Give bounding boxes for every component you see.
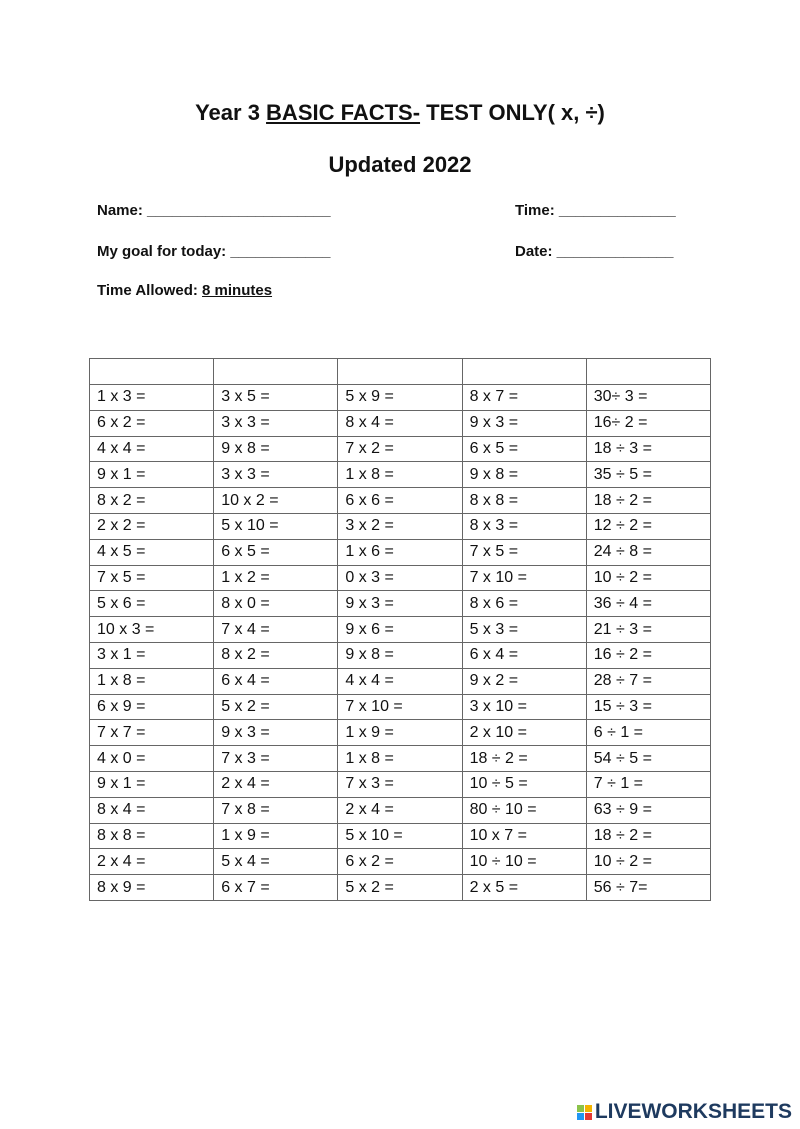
time-field[interactable]: Time: ______________ [515, 202, 676, 219]
fact-cell[interactable]: 3 x 3 = [214, 410, 338, 436]
fact-cell[interactable]: 7 x 8 = [214, 797, 338, 823]
fact-cell[interactable]: 28 ÷ 7 = [586, 668, 710, 694]
fact-cell[interactable]: 8 x 3 = [462, 513, 586, 539]
fact-cell[interactable]: 5 x 9 = [338, 385, 462, 411]
worksheet-title [0, 100, 800, 126]
title-underlined: BASIC FACTS- [266, 100, 421, 125]
table-row [90, 436, 711, 462]
table-row [90, 797, 711, 823]
fact-cell[interactable]: 12 ÷ 2 = [586, 513, 710, 539]
fact-cell[interactable]: 2 x 5 = [462, 875, 586, 901]
name-field[interactable]: Name: ______________________ [97, 202, 331, 219]
table-row [90, 849, 711, 875]
table-row [90, 410, 711, 436]
fact-cell[interactable]: 8 x 4 = [90, 797, 214, 823]
fact-cell[interactable]: 3 x 1 = [90, 642, 214, 668]
fact-cell[interactable]: 9 x 2 = [462, 668, 586, 694]
fact-cell[interactable]: 8 x 8 = [90, 823, 214, 849]
table-row [90, 642, 711, 668]
fact-cell[interactable]: 7 x 5 = [462, 539, 586, 565]
fact-cell[interactable]: 3 x 2 = [338, 513, 462, 539]
fact-cell[interactable]: 6 x 2 = [338, 849, 462, 875]
fact-cell[interactable]: 10 ÷ 10 = [462, 849, 586, 875]
fact-cell[interactable]: 5 x 10 = [214, 513, 338, 539]
fact-cell[interactable]: 3 x 3 = [214, 462, 338, 488]
table-row [90, 746, 711, 772]
fact-cell[interactable]: 7 ÷ 1 = [586, 771, 710, 797]
fact-cell[interactable]: 2 x 4 = [90, 849, 214, 875]
fact-cell[interactable]: 7 x 7 = [90, 720, 214, 746]
fact-cell[interactable]: 10 ÷ 2 = [586, 565, 710, 591]
fact-cell[interactable]: 2 x 4 = [214, 771, 338, 797]
table-row [90, 539, 711, 565]
header-row [90, 359, 711, 385]
fact-cell[interactable]: 35 ÷ 5 = [586, 462, 710, 488]
fact-cell[interactable]: 10 x 2 = [214, 488, 338, 514]
table-row [90, 565, 711, 591]
table-row [90, 617, 711, 643]
fact-cell[interactable]: 21 ÷ 3 = [586, 617, 710, 643]
header-cell [214, 359, 338, 385]
fact-cell[interactable]: 3 x 10 = [462, 694, 586, 720]
fact-cell[interactable]: 1 x 9 = [214, 823, 338, 849]
fact-cell[interactable]: 5 x 2 = [338, 875, 462, 901]
fact-cell[interactable]: 7 x 5 = [90, 565, 214, 591]
fact-cell[interactable]: 6 x 4 = [214, 668, 338, 694]
fact-cell[interactable]: 6 x 6 = [338, 488, 462, 514]
fact-cell[interactable]: 9 x 8 = [338, 642, 462, 668]
table-row [90, 591, 711, 617]
fact-cell[interactable]: 4 x 0 = [90, 746, 214, 772]
header-cell [462, 359, 586, 385]
fact-cell[interactable]: 8 x 0 = [214, 591, 338, 617]
fact-cell[interactable]: 2 x 10 = [462, 720, 586, 746]
fact-cell[interactable]: 9 x 1 = [90, 771, 214, 797]
fact-cell[interactable]: 6 x 5 = [462, 436, 586, 462]
fact-cell[interactable]: 8 x 7 = [462, 385, 586, 411]
fact-cell[interactable]: 4 x 4 = [338, 668, 462, 694]
table-row [90, 771, 711, 797]
table-row [90, 385, 711, 411]
fact-cell[interactable]: 10 ÷ 5 = [462, 771, 586, 797]
fact-cell[interactable]: 5 x 3 = [462, 617, 586, 643]
fact-cell[interactable]: 24 ÷ 8 = [586, 539, 710, 565]
fact-cell[interactable]: 5 x 6 = [90, 591, 214, 617]
fact-cell[interactable]: 8 x 8 = [462, 488, 586, 514]
fact-cell[interactable]: 18 ÷ 2 = [462, 746, 586, 772]
table-row [90, 668, 711, 694]
fact-cell[interactable]: 30÷ 3 = [586, 385, 710, 411]
fact-cell[interactable]: 54 ÷ 5 = [586, 746, 710, 772]
fact-cell[interactable]: 7 x 10 = [338, 694, 462, 720]
fact-cell[interactable]: 5 x 10 = [338, 823, 462, 849]
fact-cell[interactable]: 8 x 9 = [90, 875, 214, 901]
table-row [90, 823, 711, 849]
fact-cell[interactable]: 10 ÷ 2 = [586, 849, 710, 875]
fact-cell[interactable]: 8 x 4 = [338, 410, 462, 436]
fact-cell[interactable]: 36 ÷ 4 = [586, 591, 710, 617]
fact-cell[interactable]: 1 x 8 = [338, 746, 462, 772]
time-allowed-value: 8 minutes [202, 282, 273, 299]
fact-cell[interactable]: 1 x 8 = [90, 668, 214, 694]
table-row [90, 720, 711, 746]
header-cell [338, 359, 462, 385]
time-allowed [97, 282, 272, 299]
fact-cell[interactable]: 5 x 2 = [214, 694, 338, 720]
fact-cell[interactable]: 6 x 9 = [90, 694, 214, 720]
fact-cell[interactable]: 8 x 2 = [90, 488, 214, 514]
fact-cell[interactable]: 16÷ 2 = [586, 410, 710, 436]
fact-cell[interactable]: 7 x 2 = [338, 436, 462, 462]
fact-cell[interactable]: 80 ÷ 10 = [462, 797, 586, 823]
fact-cell[interactable]: 6 x 7 = [214, 875, 338, 901]
fact-cell[interactable]: 7 x 3 = [214, 746, 338, 772]
fact-cell[interactable]: 7 x 10 = [462, 565, 586, 591]
fact-cell[interactable]: 16 ÷ 2 = [586, 642, 710, 668]
fact-cell[interactable]: 9 x 3 = [214, 720, 338, 746]
fact-cell[interactable]: 1 x 3 = [90, 385, 214, 411]
fact-cell[interactable]: 9 x 8 = [214, 436, 338, 462]
fact-cell[interactable]: 6 x 5 = [214, 539, 338, 565]
liveworksheets-logo [577, 1100, 792, 1124]
fact-cell[interactable]: 6 x 2 = [90, 410, 214, 436]
fact-cell[interactable]: 6 ÷ 1 = [586, 720, 710, 746]
fact-cell[interactable]: 18 ÷ 3 = [586, 436, 710, 462]
fact-cell[interactable]: 2 x 4 = [338, 797, 462, 823]
table-row [90, 488, 711, 514]
fact-cell[interactable]: 0 x 3 = [338, 565, 462, 591]
header-cell [90, 359, 214, 385]
fact-cell[interactable]: 1 x 6 = [338, 539, 462, 565]
title-prefix: Year 3 [195, 100, 267, 125]
logo-text: LIVEWORKSHEETS [594, 1100, 792, 1123]
fact-cell[interactable]: 9 x 3 = [338, 591, 462, 617]
header-cell [586, 359, 710, 385]
fact-cell[interactable]: 9 x 1 = [90, 462, 214, 488]
fact-cell[interactable]: 1 x 8 = [338, 462, 462, 488]
fact-cell[interactable]: 18 ÷ 2 = [586, 488, 710, 514]
fact-cell[interactable]: 3 x 5 = [214, 385, 338, 411]
fact-cell[interactable]: 4 x 5 = [90, 539, 214, 565]
goal-field[interactable]: My goal for today: ____________ [97, 243, 331, 260]
title-suffix: TEST ONLY( x, ÷) [420, 100, 605, 125]
fact-cell[interactable]: 8 x 2 = [214, 642, 338, 668]
time-allowed-label: Time Allowed: [97, 282, 203, 299]
fact-cell[interactable]: 56 ÷ 7= [586, 875, 710, 901]
table-row [90, 694, 711, 720]
table-row [90, 875, 711, 901]
fact-cell[interactable]: 2 x 2 = [90, 513, 214, 539]
fact-cell[interactable]: 5 x 4 = [214, 849, 338, 875]
fact-cell[interactable]: 8 x 6 = [462, 591, 586, 617]
fact-cell[interactable]: 18 ÷ 2 = [586, 823, 710, 849]
fact-cell[interactable]: 1 x 2 = [214, 565, 338, 591]
fact-cell[interactable]: 9 x 8 = [462, 462, 586, 488]
facts-table [89, 358, 711, 901]
logo-squares-icon [577, 1105, 592, 1120]
fact-cell[interactable]: 9 x 6 = [338, 617, 462, 643]
date-field[interactable]: Date: ______________ [515, 243, 674, 260]
fact-cell[interactable]: 6 x 4 = [462, 642, 586, 668]
fact-cell[interactable]: 1 x 9 = [338, 720, 462, 746]
fact-cell[interactable]: 7 x 4 = [214, 617, 338, 643]
fact-cell[interactable]: 63 ÷ 9 = [586, 797, 710, 823]
fact-cell[interactable]: 4 x 4 = [90, 436, 214, 462]
fact-cell[interactable]: 9 x 3 = [462, 410, 586, 436]
table-row [90, 462, 711, 488]
worksheet-subtitle: Updated 2022 [328, 152, 472, 177]
fact-cell[interactable]: 15 ÷ 3 = [586, 694, 710, 720]
fact-cell[interactable]: 7 x 3 = [338, 771, 462, 797]
fact-cell[interactable]: 10 x 3 = [90, 617, 214, 643]
table-row [90, 513, 711, 539]
fact-cell[interactable]: 10 x 7 = [462, 823, 586, 849]
